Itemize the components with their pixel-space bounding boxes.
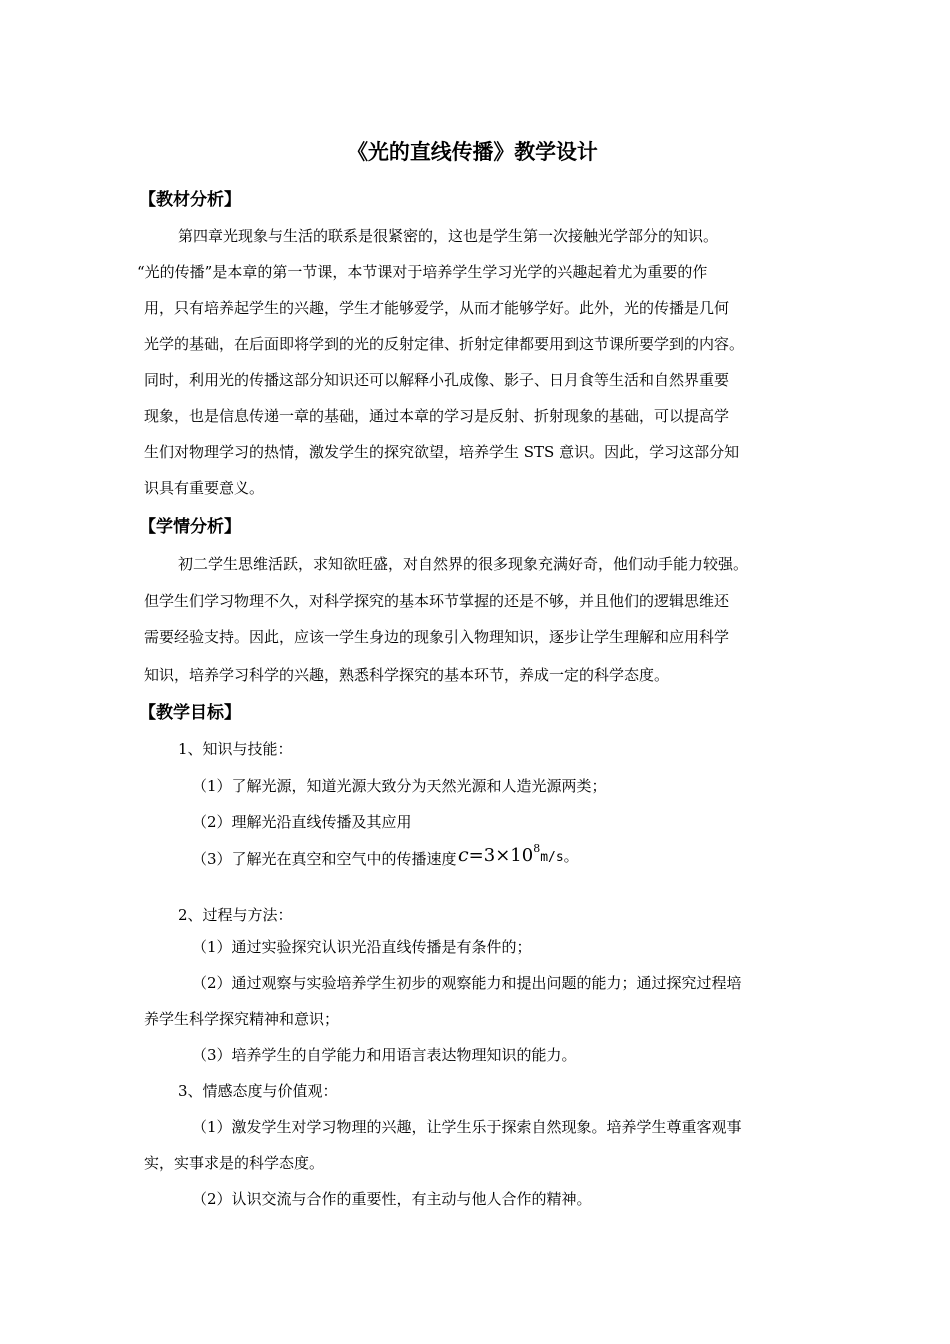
paragraph-line: 识具有重要意义。 [144,479,265,497]
paragraph-line: 生们对物理学习的热情，激发学生的探究欲望，培养学生 STS 意识。因此，学习这部分知 [144,443,740,461]
formula-end: 。 [563,847,579,865]
goal-item-continuation: 养学生科学探究精神和意识； [144,1010,340,1028]
document-title: 《光的直线传播》教学设计 [347,140,598,164]
paragraph-line: 知识，培养学习科学的兴趣，熟悉科学探究的基本环节，养成一定的科学态度。 [144,666,670,684]
formula-symbol: c [458,844,469,866]
goal-item-continuation: 实，实事求是的科学态度。 [144,1154,325,1172]
goal-category: 1、知识与技能： [178,740,293,758]
section-heading-textbook-analysis: 【教材分析】 [139,190,241,210]
formula-unit: m/s [540,850,564,865]
paragraph-line: 用，只有培养起学生的兴趣，学生才能够爱学，从而才能够学好。此外，光的传播是几何 [144,299,730,317]
paragraph-line: 需要经验支持。因此，应该一学生身边的现象引入物理知识，逐步让学生理解和应用科学 [144,628,730,646]
goal-item: （3）了解光在真空和空气中的传播速度 [192,850,457,868]
goal-category: 3、情感态度与价值观： [178,1082,338,1100]
formula-value: =3×10 [468,845,534,866]
speed-of-light-formula [458,843,579,870]
goal-item: （2）认识交流与合作的重要性，有主动与他人合作的精神。 [192,1190,592,1208]
paragraph-line: “光的传播”是本章的第一节课，本节课对于培养学生学习光学的兴趣起着尤为重要的作 [137,263,708,281]
paragraph-line: 现象，也是信息传递一章的基础，通过本章的学习是反射、折射现象的基础，可以提高学 [144,407,730,425]
goal-category: 2、过程与方法： [178,906,293,924]
section-heading-student-analysis: 【学情分析】 [139,517,241,537]
paragraph-line: 但学生们学习物理不久，对科学探究的基本环节掌握的还是不够，并且他们的逻辑思维还 [144,592,730,610]
paragraph-line: 第四章光现象与生活的联系是很紧密的，这也是学生第一次接触光学部分的知识。 [178,227,719,245]
formula-exponent: 8 [533,842,541,855]
section-heading-teaching-goals: 【教学目标】 [139,703,241,723]
goal-item: （2）理解光沿直线传播及其应用 [192,813,412,831]
paragraph-line: 光学的基础，在后面即将学到的光的反射定律、折射定律都要用到这节课所要学到的内容。 [144,335,745,353]
goal-item: （3）培养学生的自学能力和用语言表达物理知识的能力。 [192,1046,577,1064]
goal-item: （2）通过观察与实验培养学生初步的观察能力和提出问题的能力；通过探究过程培 [192,974,742,992]
paragraph-line: 同时，利用光的传播这部分知识还可以解释小孔成像、影子、日月食等生活和自然界重要 [144,371,730,389]
paragraph-line: 初二学生思维活跃，求知欲旺盛，对自然界的很多现象充满好奇，他们动手能力较强。 [178,555,749,573]
goal-item: （1）了解光源，知道光源大致分为天然光源和人造光源两类； [192,777,607,795]
goal-item: （1）激发学生对学习物理的兴趣，让学生乐于探索自然现象。培养学生尊重客观事 [192,1118,742,1136]
goal-item: （1）通过实验探究认识光沿直线传播是有条件的； [192,938,532,956]
